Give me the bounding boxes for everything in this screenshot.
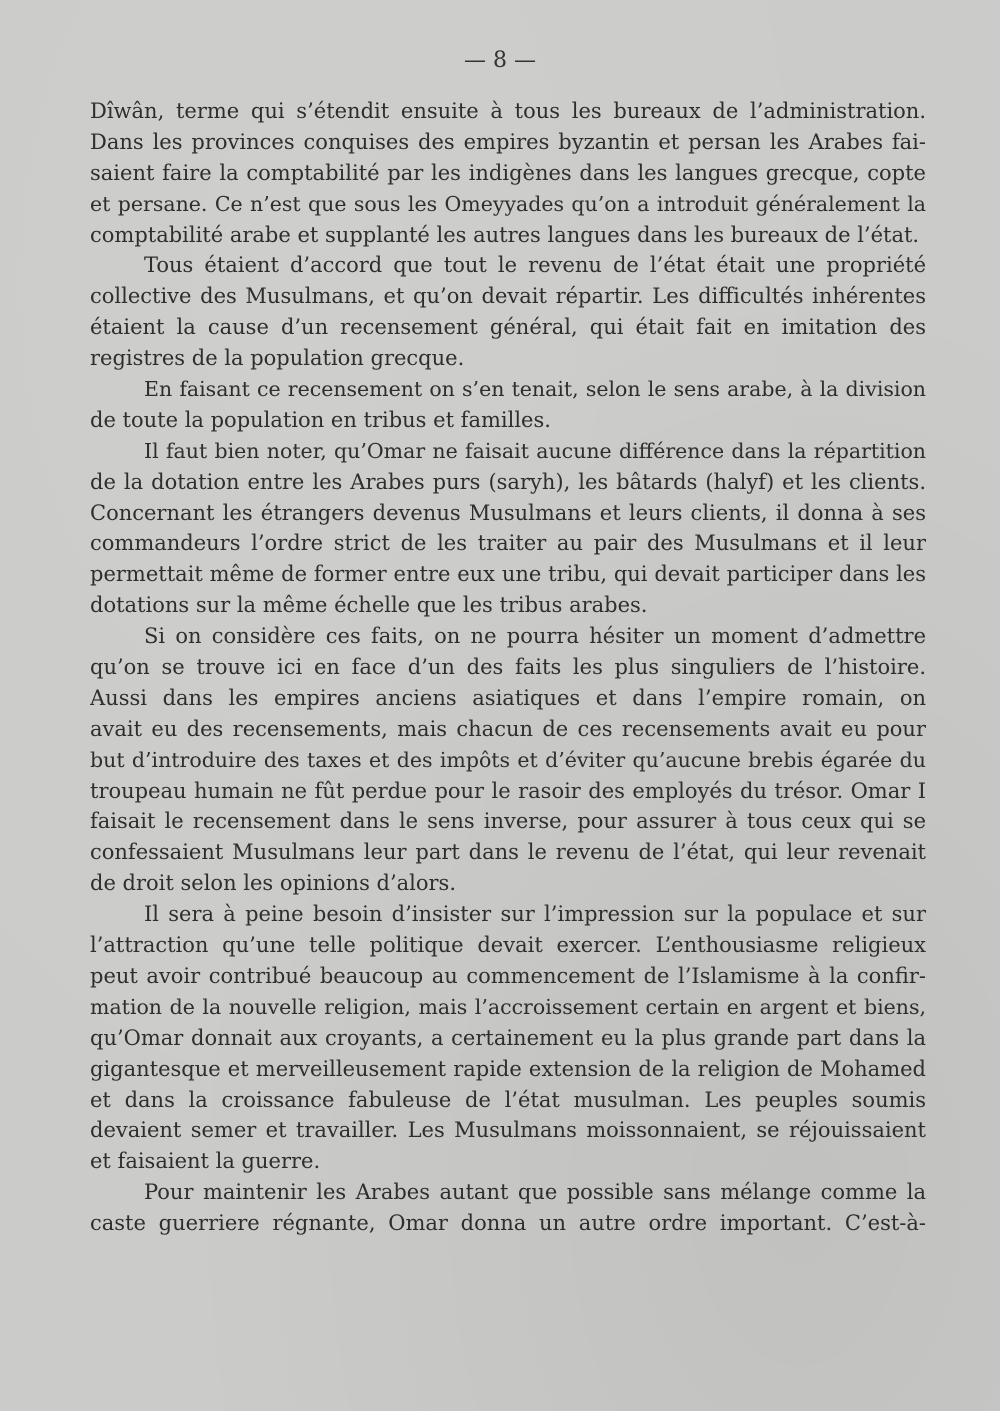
text-line: Il faut bien noter, qu’Omar ne faisait aucune différence dans la répartition — [144, 438, 926, 463]
text-line: peut avoir contribué beaucoup au commencement de l’Islamisme à la confir- — [90, 963, 926, 988]
text-line: caste guerriere régnante, Omar donna un autre ordre important. C’est-à- — [90, 1211, 926, 1236]
text-line: Pour maintenir les Arabes autant que possible sans mélange comme la — [144, 1180, 926, 1205]
text-line: qu’on se trouve ici en face d’un des faits les plus singuliers de l’histoire. — [90, 655, 926, 680]
text-line: de droit selon les opinions d’alors. — [90, 871, 457, 896]
text-line: avait eu des recensements, mais chacun de ces recensements avait eu pour — [90, 716, 926, 741]
text-line: Dans les provinces conquises des empires byzantin et persan les Arabes fai- — [90, 129, 926, 154]
text-line: but d’introduire des taxes et des impôts et d’éviter qu’aucune brebis égarée du — [90, 747, 926, 772]
text-line: et faisaient la guerre. — [90, 1149, 321, 1174]
text-line: et persane. Ce n’est que sous les Omeyyades qu’on a introduit généralement la — [90, 191, 926, 216]
text-line: mation de la nouvelle religion, mais l’accroissement certain en argent et biens, — [90, 994, 926, 1019]
page-number: — 8 — — [464, 48, 536, 73]
text-line: Si on considère ces faits, on ne pourra hésiter un moment d’admettre — [144, 624, 926, 649]
text-line: dotations sur la même échelle que les tribus arabes. — [90, 593, 648, 618]
text-line: devaient semer et travailler. Les Musulmans moissonnaient, se réjouissaient — [90, 1118, 926, 1143]
text-line: saient faire la comptabilité par les indigènes dans les langues grecque, copte — [90, 160, 926, 185]
text-line: Dîwân, terme qui s’étendit ensuite à tous les bureaux de l’administration. — [90, 99, 926, 123]
text-line: qu’Omar donnait aux croyants, a certainement eu la plus grande part dans la — [90, 1025, 926, 1050]
text-line: comptabilité arabe et supplanté les autres langues dans les bureaux de l’état. — [90, 222, 920, 247]
text-line: collective des Musulmans, et qu’on devait répartir. Les difficultés inhérentes — [90, 284, 926, 309]
text-line: En faisant ce recensement on s’en tenait, selon le sens arabe, à la division — [144, 377, 926, 402]
text-line: Aussi dans les empires anciens asiatiques et dans l’empire romain, on — [90, 685, 926, 710]
text-line: de toute la population en tribus et familles. — [90, 407, 551, 432]
text-line: de la dotation entre les Arabes purs (saryh), les bâtards (halyf) et les clients. — [90, 469, 926, 494]
text-line: Il sera à peine besoin d’insister sur l’impression sur la populace et sur — [144, 902, 926, 927]
text-line: confessaient Musulmans leur part dans le revenu de l’état, qui leur revenait — [90, 840, 926, 865]
text-line: gigantesque et merveilleusement rapide extension de la religion de Mohamed — [90, 1056, 926, 1081]
text-line: faisait le recensement dans le sens inverse, pour assurer à tous ceux qui se — [90, 809, 926, 834]
text-line: et dans la croissance fabuleuse de l’état musulman. Les peuples soumis — [90, 1087, 926, 1112]
text-line: permettait même de former entre eux une tribu, qui devait participer dans les — [90, 562, 926, 587]
text-line: troupeau humain ne fût perdue pour le rasoir des employés du trésor. Omar I — [90, 778, 926, 803]
text-line: commandeurs l’ordre strict de les traiter au pair des Musulmans et il leur — [90, 531, 926, 556]
text-line: l’attraction qu’une telle politique devait exercer. L’enthousiasme religieux — [90, 933, 926, 958]
text-line: étaient la cause d’un recensement général, qui était fait en imitation des — [90, 315, 926, 340]
text-line: Tous étaient d’accord que tout le revenu de l’état était une propriété — [144, 253, 926, 278]
text-line: Concernant les étrangers devenus Musulmans et leurs clients, il donna à ses — [90, 500, 926, 525]
text-line: registres de la population grecque. — [90, 346, 465, 371]
body-text — [90, 96, 926, 1239]
